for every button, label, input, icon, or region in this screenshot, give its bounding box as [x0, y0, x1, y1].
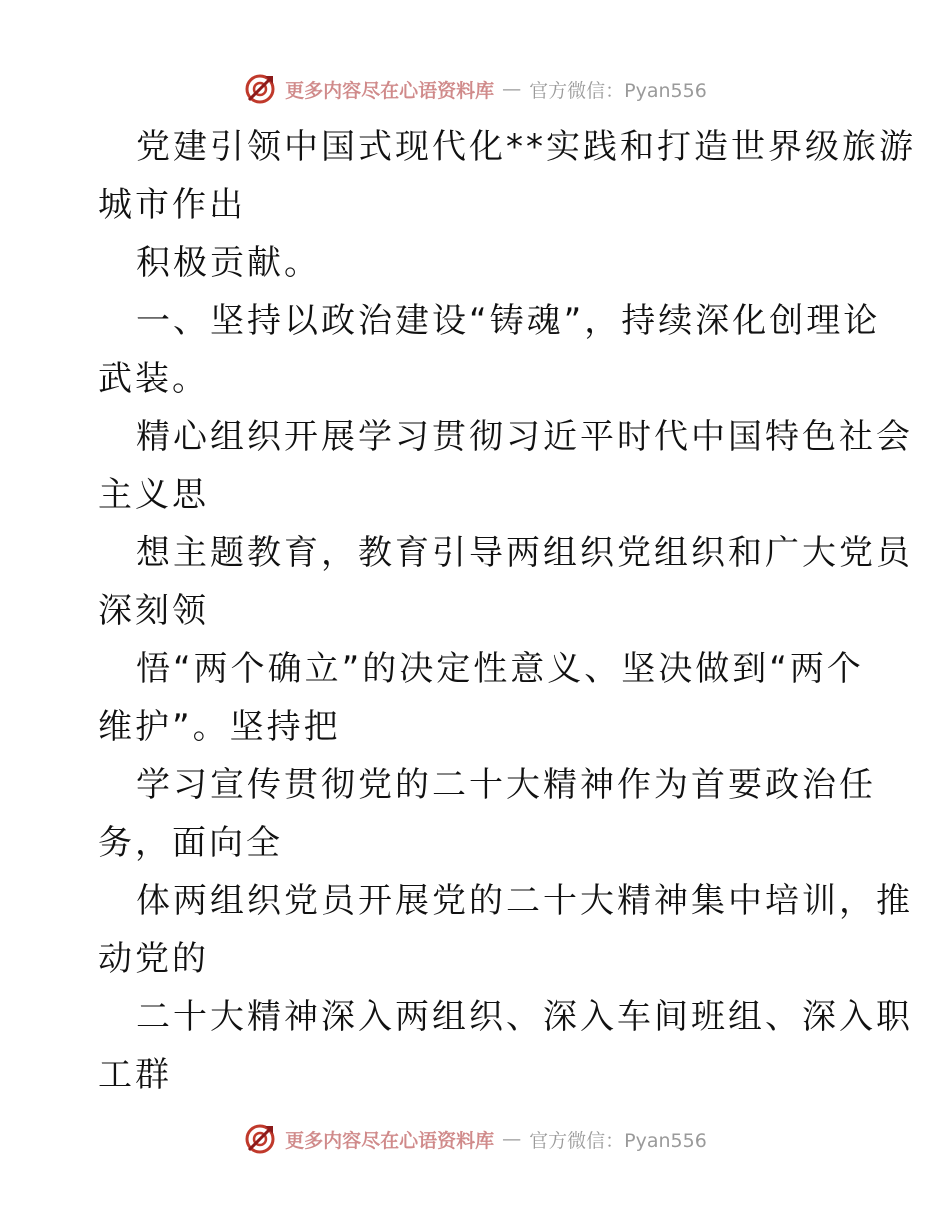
text-line: 武装。 [98, 359, 209, 399]
watermark-contact-text: 官方微信：Pyan556 [529, 1129, 707, 1152]
document-body [98, 118, 916, 1104]
text-line: 二十大精神深入两组织、深入车间班组、深入职 [136, 997, 913, 1037]
text-line: 悟“两个确立”的决定性意义、坚决做到“两个 [136, 649, 864, 689]
text-line: 一、坚持以政治建设“铸魂”，持续深化创理论 [136, 301, 881, 341]
watermark-brand-text: 更多内容尽在心语资料库 [285, 79, 495, 102]
text-line: 积极贡献。 [136, 243, 321, 283]
text-line: 动党的 [98, 939, 209, 979]
watermark-separator: — [502, 78, 522, 100]
text-line: 想主题教育，教育引导两组织党组织和广大党员 [136, 533, 913, 573]
text-line: 深刻领 [98, 591, 209, 631]
footer-watermark [0, 1122, 950, 1156]
brand-logo-icon [243, 72, 277, 106]
text-line: 体两组织党员开展党的二十大精神集中培训，推 [136, 881, 913, 921]
header-watermark [0, 72, 950, 106]
text-line: 维护”。坚持把 [98, 707, 341, 747]
text-line: 精心组织开展学习贯彻习近平时代中国特色社会 [136, 417, 913, 457]
watermark-contact-text: 官方微信：Pyan556 [529, 79, 707, 102]
text-line: 学习宣传贯彻党的二十大精神作为首要政治任 [136, 765, 876, 805]
text-line: 城市作出 [98, 185, 246, 225]
watermark-separator: — [502, 1128, 522, 1150]
text-line: 工群 [98, 1055, 172, 1095]
text-line: 党建引领中国式现代化**实践和打造世界级旅游 [136, 127, 916, 167]
watermark-brand-text: 更多内容尽在心语资料库 [285, 1129, 495, 1152]
brand-logo-icon [243, 1122, 277, 1156]
text-line: 务，面向全 [98, 823, 283, 863]
text-line: 主义思 [98, 475, 209, 515]
